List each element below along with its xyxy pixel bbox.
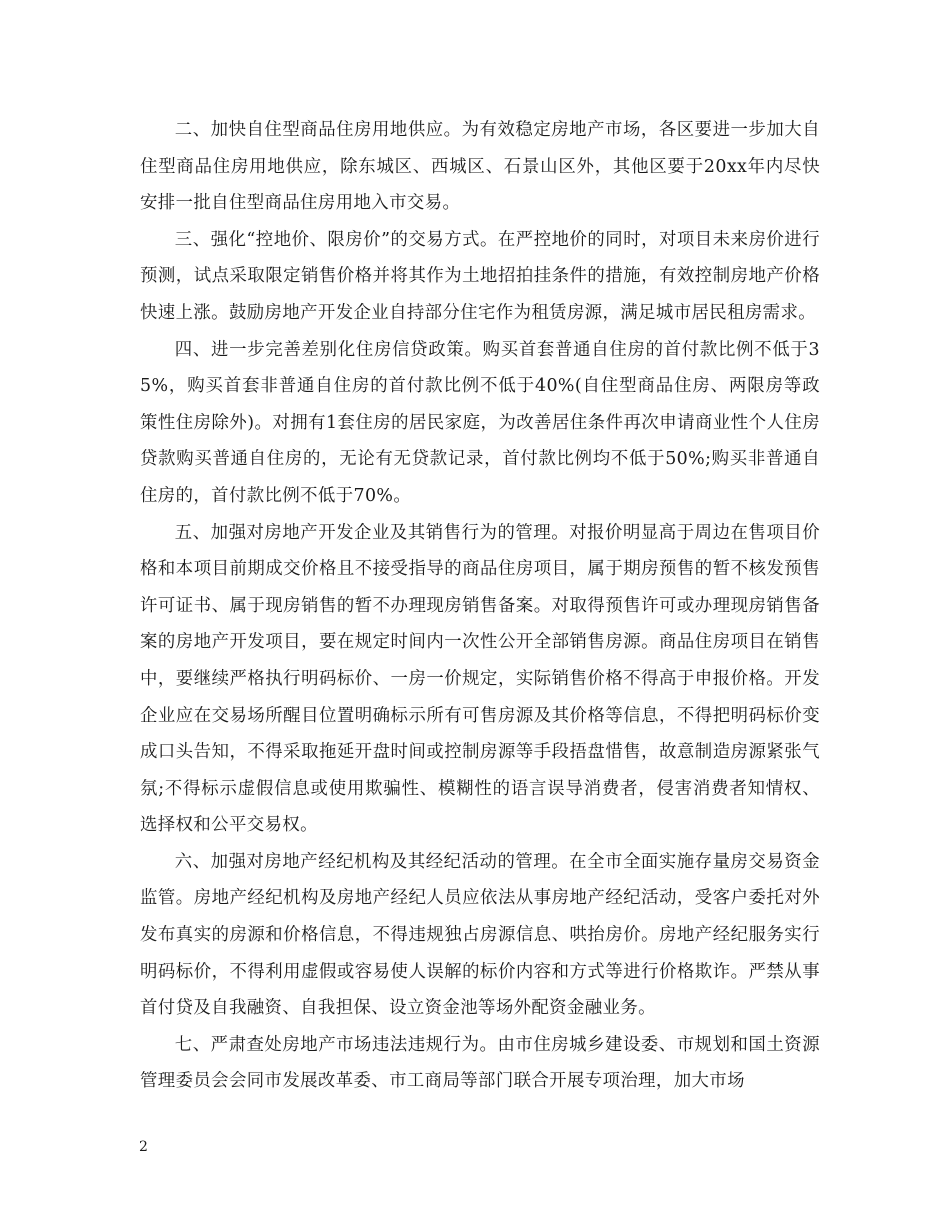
paragraph-enforcement: 七、严肃查处房地产市场违法违规行为。由市住房城乡建设委、市规划和国土资源管理委员会会同市发展改革委、市工商局等部门联合开展专项治理，加大市场 bbox=[140, 1034, 820, 1092]
paragraph-credit-policy: 四、进一步完善差别化住房信贷政策。购买首套普通自住房的首付款比例不低于35%，购买首套非普通自住房的首付款比例不低于40%(自住型商品住房、两限房等政策性住房除外)。对拥有1套住房的居民家庭，为改善居住条件再次申请商业性个人住房贷款购买普通自住房的，无论有无贷款记录，首付款比例均不低于50%;购买非普通自住房的，首付款比例不低于70%。 bbox=[140, 339, 820, 506]
paragraph-broker-management: 六、加强对房地产经纪机构及其经纪活动的管理。在全市全面实施存量房交易资金监管。房地产经纪机构及房地产经纪人员应依法从事房地产经纪活动，受客户委托对外发布真实的房源和价格信息，不得违规独占房源信息、哄抬房价。房地产经纪服务实行明码标价，不得利用虚假或容易使人误解的标价内容和方式等进行价格欺诈。严禁从事首付贷及自我融资、自我担保、设立资金池等场外配资金融业务。 bbox=[140, 851, 820, 1019]
paragraph-price-control: 三、强化“控地价、限房价”的交易方式。在严控地价的同时，对项目未来房价进行预测，试点采取限定销售价格并将其作为土地招拍挂条件的措施，有效控制房地产价格快速上涨。鼓励房地产开发企业自持部分住宅作为租赁房源，满足城市居民租房需求。 bbox=[140, 229, 820, 323]
document-body bbox=[140, 112, 820, 1100]
paragraph-land-supply: 二、加快自住型商品住房用地供应。为有效稳定房地产市场，各区要进一步加大自住型商品住房用地供应，除东城区、西城区、石景山区外，其他区要于20xx年内尽快安排一批自住型商品住房用地入市交易。 bbox=[140, 120, 820, 214]
page-number: 2 bbox=[139, 1139, 148, 1155]
paragraph-developer-management: 五、加强对房地产开发企业及其销售行为的管理。对报价明显高于周边在售项目价格和本项目前期成交价格且不接受指导的商品住房项目，属于期房预售的暂不核发预售许可证书、属于现房销售的暂不办理现房销售备案。对取得预售许可或办理现房销售备案的房地产开发项目，要在规定时间内一次性公开全部销售房源。商品住房项目在销售中，要继续严格执行明码标价、一房一价规定，实际销售价格不得高于申报价格。开发企业应在交易场所醒目位置明确标示所有可售房源及其价格等信息，不得把明码标价变成口头告知，不得采取拖延开盘时间或控制房源等手段捂盘惜售，故意制造房源紧张气氛;不得标示虚假信息或使用欺骗性、模糊性的语言误导消费者，侵害消费者知情权、选择权和公平交易权。 bbox=[140, 522, 820, 836]
